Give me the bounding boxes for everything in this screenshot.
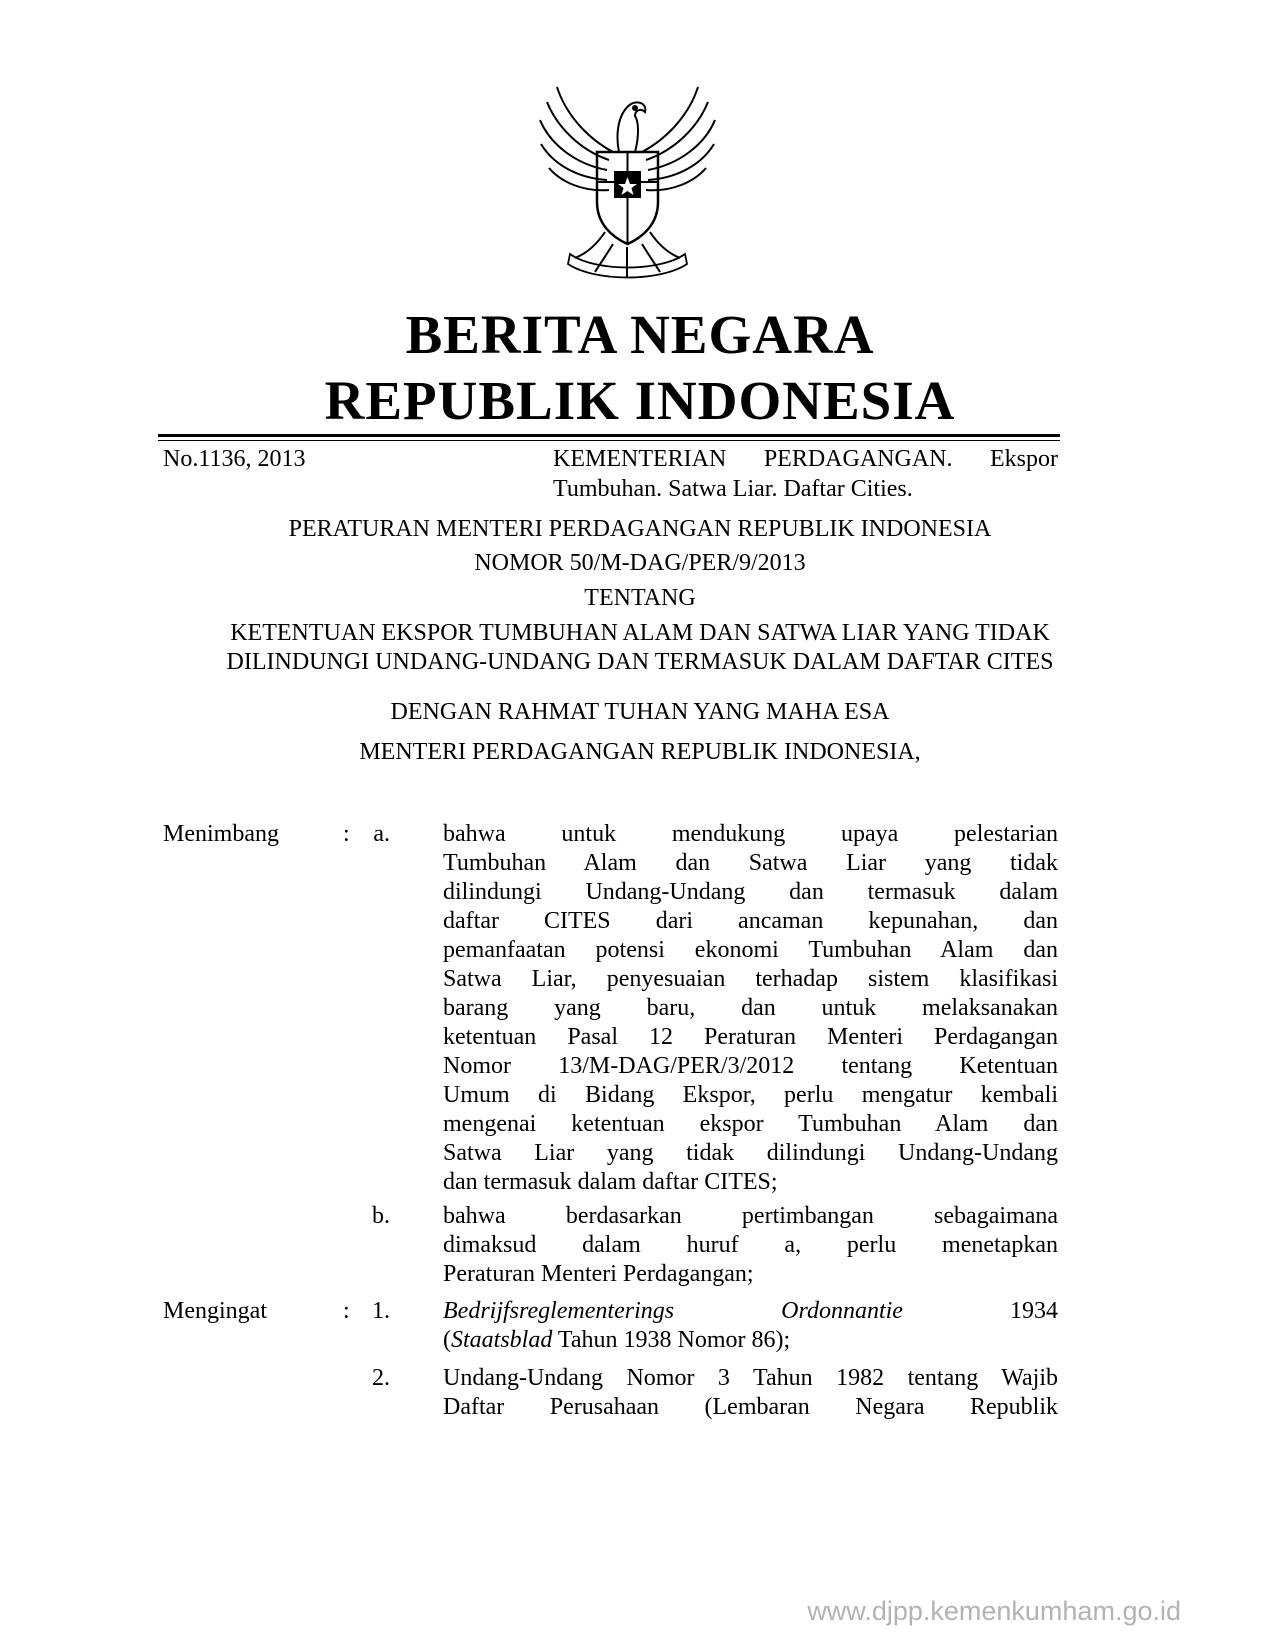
- gazette-number: No.1136, 2013: [163, 446, 306, 472]
- mengingat-1-word2: Ordonnantie: [781, 1298, 903, 1324]
- mengingat-1-marker: 1.: [372, 1298, 390, 1324]
- regulation-subject-line2: DILINDUNGI UNDANG-UNDANG DAN TERMASUK DALAM DAFTAR CITES: [226, 649, 1054, 675]
- menimbang-a-line: Umum di Bidang Ekspor, perlu mengatur kembali: [443, 1082, 1058, 1108]
- garuda-emblem-icon: [535, 82, 720, 282]
- mengingat-1-rest: Tahun 1938 Nomor 86);: [552, 1327, 791, 1353]
- menimbang-b-marker: b.: [372, 1203, 390, 1229]
- mengingat-1-line1: [443, 1297, 1058, 1326]
- invocation: DENGAN RAHMAT TUHAN YANG MAHA ESA: [390, 699, 890, 725]
- mengingat-2-line: Daftar Perusahaan (Lembaran Negara Republik: [443, 1394, 1058, 1420]
- header-rule-thin: [158, 440, 1060, 441]
- gazette-title-line2: REPUBLIK INDONESIA: [324, 370, 956, 431]
- regulation-tentang: TENTANG: [584, 585, 696, 611]
- menimbang-a-line: bahwa untuk mendukung upaya pelestarian: [443, 821, 1058, 847]
- menimbang-label: Menimbang: [163, 821, 279, 847]
- menimbang-a-line: ketentuan Pasal 12 Peraturan Menteri Perdagangan: [443, 1024, 1058, 1050]
- menimbang-a-line: Tumbuhan Alam dan Satwa Liar yang tidak: [443, 850, 1058, 876]
- menimbang-a-line: dilindungi Undang-Undang dan termasuk dalam: [443, 879, 1058, 905]
- menimbang-b-line: dimaksud dalam huruf a, perlu menetapkan: [443, 1232, 1058, 1258]
- menimbang-colon: :: [343, 821, 350, 847]
- menimbang-a-line: daftar CITES dari ancaman kepunahan, dan: [443, 908, 1058, 934]
- menimbang-a-line: Satwa Liar, penyesuaian terhadap sistem klasifikasi: [443, 966, 1058, 992]
- mengingat-colon: :: [343, 1298, 350, 1324]
- mengingat-2-marker: 2.: [372, 1365, 390, 1391]
- menimbang-a-line: Satwa Liar yang tidak dilindungi Undang-Undang: [443, 1140, 1058, 1166]
- regulation-title: PERATURAN MENTERI PERDAGANGAN REPUBLIK INDONESIA: [288, 516, 992, 542]
- gazette-subject-line2: Tumbuhan. Satwa Liar. Daftar Cities.: [553, 476, 913, 502]
- gazette-subject: [553, 444, 1058, 504]
- mengingat-1-text: [443, 1297, 1058, 1355]
- menimbang-a-line: pemanfaatan potensi ekonomi Tumbuhan Alam dan: [443, 937, 1058, 963]
- menimbang-a-line: Nomor 13/M-DAG/PER/3/2012 tentang Ketentuan: [443, 1053, 1058, 1079]
- mengingat-2-text: [443, 1364, 1058, 1422]
- menimbang-a-line: mengenai ketentuan ekspor Tumbuhan Alam dan: [443, 1111, 1058, 1137]
- header-rule-thick: [158, 434, 1060, 437]
- menimbang-a-line: dan termasuk dalam daftar CITES;: [443, 1169, 778, 1195]
- mengingat-1-staatsblad: Staatsblad: [451, 1327, 553, 1353]
- menimbang-b-line: Peraturan Menteri Perdagangan;: [443, 1261, 754, 1287]
- mengingat-2-line: Undang-Undang Nomor 3 Tahun 1982 tentang Wajib: [443, 1365, 1058, 1391]
- regulation-number: NOMOR 50/M-DAG/PER/9/2013: [474, 550, 806, 576]
- watermark-url: www.djpp.kemenkumham.go.id: [807, 1596, 1181, 1626]
- menimbang-b-line: bahwa berdasarkan pertimbangan sebagaimana: [443, 1203, 1058, 1229]
- gazette-title-line1: BERITA NEGARA: [405, 304, 875, 365]
- menimbang-a-marker: a.: [373, 821, 390, 847]
- gazette-subject-line1: KEMENTERIAN PERDAGANGAN. Ekspor: [553, 446, 1058, 472]
- menimbang-b-text: [443, 1202, 1058, 1289]
- mengingat-label: Mengingat: [163, 1298, 267, 1324]
- menimbang-a-line: barang yang baru, dan untuk melaksanakan: [443, 995, 1058, 1021]
- mengingat-1-paren: (: [443, 1327, 451, 1353]
- menimbang-a-text: [443, 820, 1058, 1197]
- mengingat-1-line2: [443, 1326, 1058, 1355]
- mengingat-1-word3: 1934: [1010, 1298, 1059, 1324]
- mengingat-1-word1: Bedrijfsreglementerings: [443, 1298, 675, 1324]
- regulation-subject-line1: KETENTUAN EKSPOR TUMBUHAN ALAM DAN SATWA LIAR YANG TIDAK: [230, 620, 1050, 646]
- minister-title: MENTERI PERDAGANGAN REPUBLIK INDONESIA,: [359, 739, 921, 765]
